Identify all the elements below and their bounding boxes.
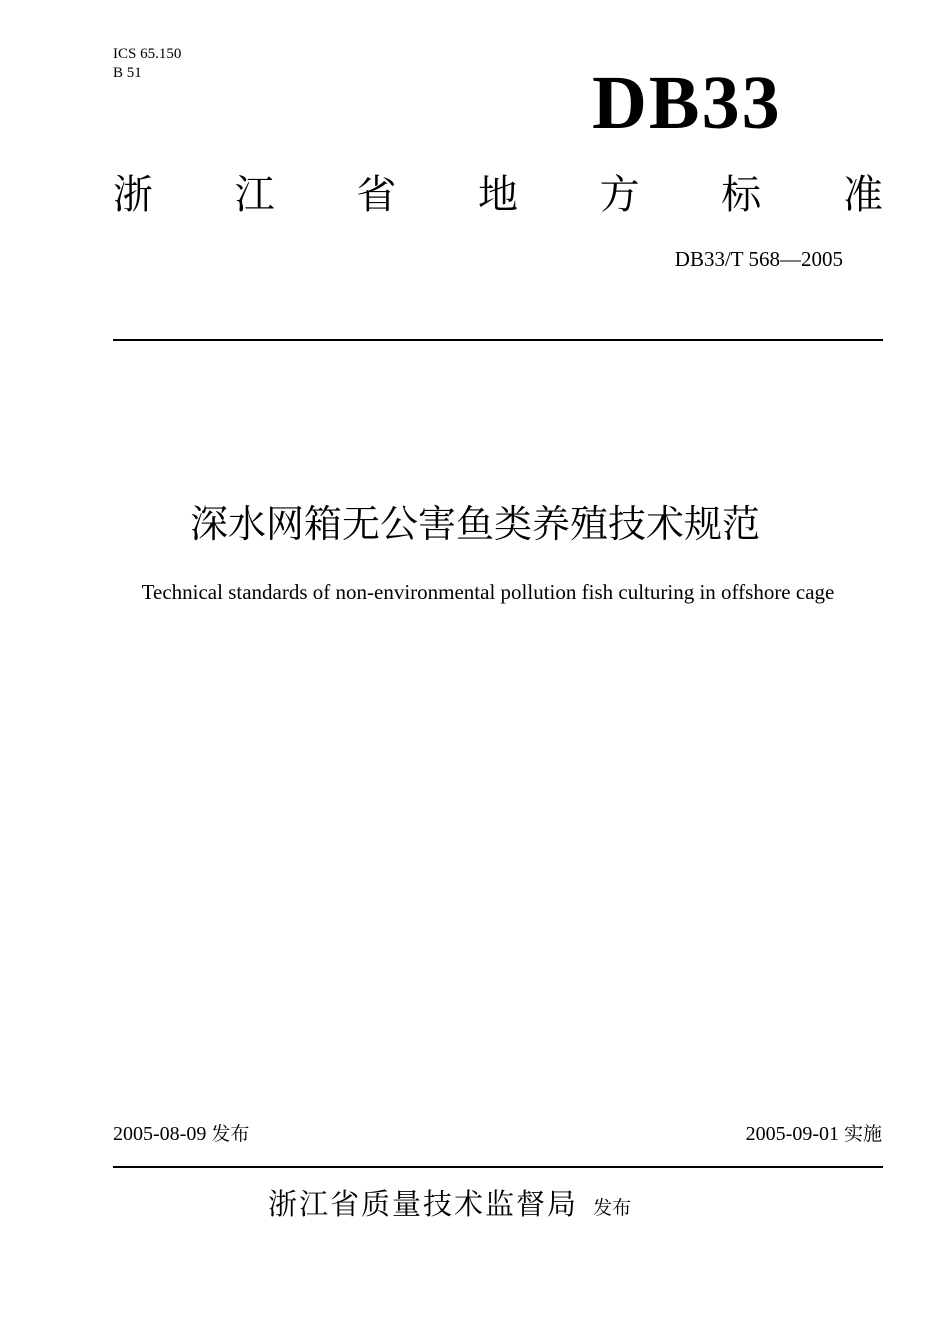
issuer-action: 发布 — [593, 1197, 632, 1219]
title-english: Technical standards of non-environmental pollution fish culturing in offshore cage — [141, 580, 835, 604]
implement-date-line — [746, 1121, 882, 1147]
ics-code: ICS 65.150 — [113, 46, 182, 62]
standard-type-char: 江 — [234, 172, 275, 218]
standard-type-char: 准 — [842, 172, 883, 218]
standard-type-char: 标 — [721, 172, 762, 218]
issue-label: 发布 — [211, 1123, 250, 1145]
issuer-org: 浙江省质量技术监督局 — [268, 1187, 579, 1221]
top-divider — [113, 339, 883, 341]
implement-date: 2005-09-01 — [745, 1123, 839, 1145]
issue-date: 2005-08-09 — [113, 1123, 207, 1145]
standard-type-char: 方 — [599, 172, 640, 218]
issuer-line — [268, 1184, 631, 1228]
standard-type-heading — [113, 170, 883, 220]
implement-label: 实施 — [843, 1123, 882, 1145]
issue-date-line — [113, 1121, 249, 1147]
bottom-divider — [113, 1166, 883, 1168]
standard-type-char: 省 — [356, 172, 397, 218]
standard-type-char: 浙 — [113, 172, 153, 218]
standard-code: DB33/T 568—2005 — [674, 247, 843, 271]
ccs-code: B 51 — [113, 65, 142, 81]
standard-type-char: 地 — [477, 172, 518, 218]
classification-codes — [113, 45, 181, 83]
title-chinese: 深水网箱无公害鱼类养殖技术规范 — [189, 502, 760, 546]
db33-logo: DB33 — [592, 61, 782, 145]
